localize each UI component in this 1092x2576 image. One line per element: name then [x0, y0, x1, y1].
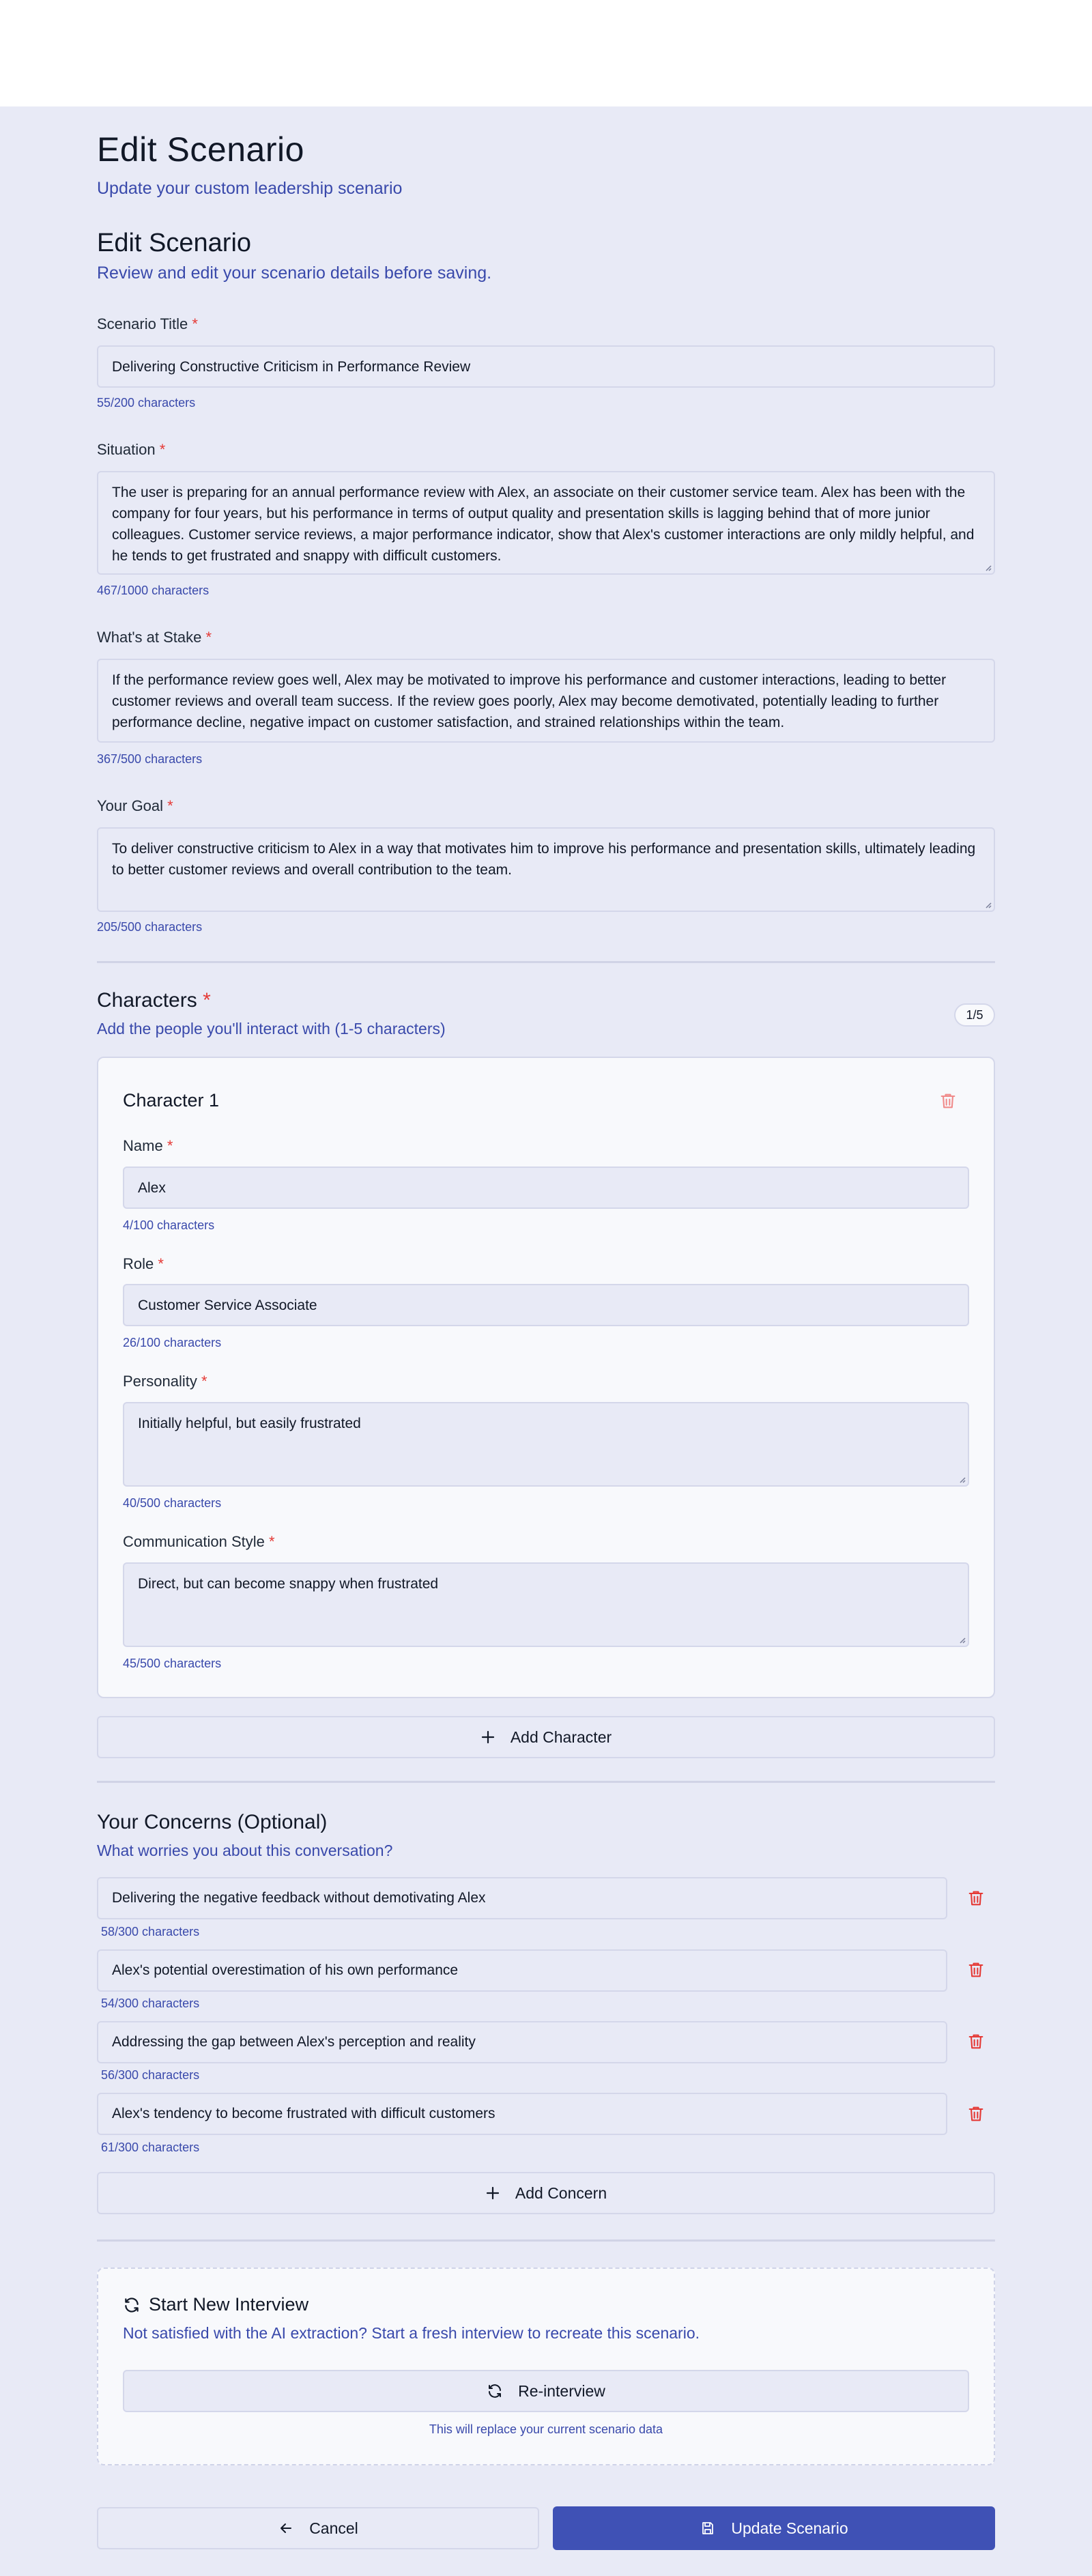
form-heading: Edit Scenario: [97, 229, 252, 257]
characters-heading: Characters *: [97, 989, 211, 1012]
character-style-label: Communication Style *: [123, 1533, 275, 1550]
character-personality-textarea[interactable]: [123, 1402, 969, 1487]
add-concern-label: Add Concern: [515, 2184, 607, 2202]
situation-char-count: 467/1000 characters: [97, 584, 210, 597]
stake-text: If the performance review goes well, Alex may be motivated to improve his performance and customer interactions, leading to better customer reviews and overall team success. If the review goes poorly, Alex may become demotivated, potentially leading to further performance decline, negative impact on customer satisfaction, and strained relationships within the team.: [112, 672, 947, 730]
character-style-text: Direct, but can become snappy when frustrated: [138, 1576, 439, 1592]
character-card-title: Character 1: [123, 1090, 220, 1111]
delete-concern-trash-icon[interactable]: [966, 1889, 986, 1908]
concern-char-count: 58/300 characters: [101, 1925, 200, 1938]
character-role-char-count: 26/100 characters: [123, 1336, 222, 1349]
save-icon: [700, 2520, 716, 2536]
character-role-label: Role *: [123, 1255, 164, 1272]
required-mark: *: [201, 1373, 207, 1390]
character-personality-text: Initially helpful, but easily frustrated: [138, 1416, 361, 1431]
character-style-textarea[interactable]: [123, 1562, 969, 1647]
required-mark: *: [269, 1533, 275, 1550]
concerns-description: What worries you about this conversation?: [97, 1842, 393, 1859]
arrow-left-icon: [278, 2520, 294, 2536]
re-interview-note: This will replace your current scenario data: [429, 2422, 663, 2436]
concerns-heading: Your Concerns (Optional): [97, 1811, 328, 1833]
title-char-count: 55/200 characters: [97, 396, 196, 410]
situation-text: The user is preparing for an annual performance review with Alex, an associate on their customer service team. Alex has been with the company for four years, but his performance in terms of output quality and presentation skills is lagging behind that of more junior colleagues. Customer service reviews, a major performance indicator, show that Alex's customer interactions are only mildly helpful, and he tends to get frustrated and snappy with difficult customers.: [112, 485, 975, 564]
update-scenario-button[interactable]: Update Scenario: [553, 2506, 995, 2550]
required-mark: *: [167, 797, 173, 814]
refresh-icon: [123, 2296, 141, 2314]
situation-textarea[interactable]: [97, 471, 995, 575]
concern-input[interactable]: Alex's potential overestimation of his own performance: [97, 1949, 947, 1992]
characters-count-badge: 1/5: [954, 1003, 995, 1027]
resize-handle-icon[interactable]: [958, 1475, 966, 1483]
page-title: Edit Scenario: [97, 130, 304, 169]
goal-text: To deliver constructive criticism to Alex in a way that motivates him to improve his performance and presentation skills, ultimately leading to better customer reviews and overall contribution to the team.: [112, 841, 976, 878]
add-character-label: Add Character: [510, 1728, 612, 1746]
required-mark: *: [158, 1255, 164, 1272]
add-concern-button[interactable]: [97, 2172, 995, 2214]
form-description: Review and edit your scenario details before saving.: [97, 263, 492, 283]
character-name-input[interactable]: Alex: [123, 1167, 969, 1209]
plus-icon: [485, 2186, 500, 2201]
resize-handle-icon[interactable]: [958, 1635, 966, 1644]
new-interview-description: Not satisfied with the AI extraction? Start a fresh interview to recreate this scenario.: [123, 2324, 700, 2342]
concern-char-count: 54/300 characters: [101, 1997, 200, 2010]
character-name-label: Name *: [123, 1137, 173, 1154]
required-mark: *: [205, 629, 212, 646]
delete-concern-trash-icon[interactable]: [966, 2032, 986, 2051]
required-mark: *: [192, 315, 198, 332]
character-personality-label: Personality *: [123, 1373, 207, 1390]
goal-label: Your Goal *: [97, 797, 173, 814]
goal-textarea[interactable]: [97, 827, 995, 912]
required-mark: *: [159, 441, 166, 458]
characters-description: Add the people you'll interact with (1-5 characters): [97, 1020, 446, 1037]
concern-input[interactable]: Delivering the negative feedback without demotivating Alex: [97, 1877, 947, 1919]
stake-label: What's at Stake *: [97, 629, 212, 646]
section-divider: [97, 1781, 995, 1783]
concern-input[interactable]: Addressing the gap between Alex's perception and reality: [97, 2021, 947, 2063]
plus-icon: [480, 1730, 495, 1745]
character-style-char-count: 45/500 characters: [123, 1657, 222, 1670]
delete-concern-trash-icon[interactable]: [966, 2104, 986, 2123]
character-name-char-count: 4/100 characters: [123, 1218, 215, 1232]
concern-input[interactable]: Alex's tendency to become frustrated with difficult customers: [97, 2093, 947, 2135]
resize-handle-icon[interactable]: [983, 900, 992, 908]
goal-char-count: 205/500 characters: [97, 920, 203, 934]
page-subtitle: Update your custom leadership scenario: [97, 179, 403, 198]
re-interview-button[interactable]: Re-interview: [123, 2370, 969, 2412]
delete-character-trash-icon[interactable]: [938, 1091, 958, 1111]
section-divider: [97, 961, 995, 963]
resize-handle-icon[interactable]: [983, 563, 992, 571]
section-divider: [97, 2239, 995, 2242]
delete-concern-trash-icon[interactable]: [966, 1960, 986, 1979]
required-mark: *: [203, 989, 211, 1012]
title-input[interactable]: Delivering Constructive Criticism in Performance Review: [97, 345, 995, 388]
character-role-input[interactable]: Customer Service Associate: [123, 1284, 969, 1326]
concern-char-count: 56/300 characters: [101, 2068, 200, 2082]
required-mark: *: [167, 1137, 173, 1154]
add-character-button[interactable]: [97, 1716, 995, 1758]
title-label: Scenario Title *: [97, 315, 198, 332]
situation-label: Situation *: [97, 441, 166, 458]
cancel-button[interactable]: Cancel: [97, 2507, 539, 2549]
concern-char-count: 61/300 characters: [101, 2141, 200, 2154]
refresh-icon: [487, 2383, 503, 2399]
new-interview-heading: Start New Interview: [123, 2294, 308, 2315]
stake-char-count: 367/500 characters: [97, 752, 203, 766]
character-personality-char-count: 40/500 characters: [123, 1496, 222, 1510]
stake-textarea[interactable]: [97, 659, 995, 743]
